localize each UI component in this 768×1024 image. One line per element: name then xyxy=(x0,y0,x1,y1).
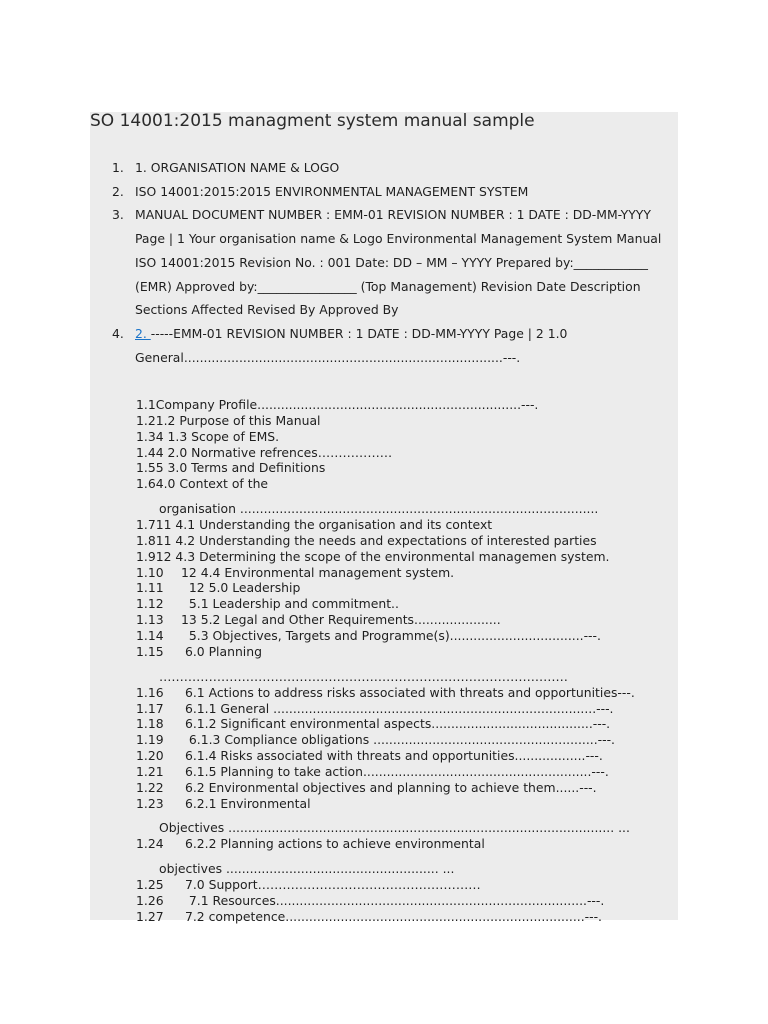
toc-text: 4 2.0 Normative refrences……………… xyxy=(155,444,393,460)
toc-row xyxy=(136,429,676,445)
toc-text: 6.2 Environmental objectives and planning to achieve them......---. xyxy=(181,779,597,795)
toc-number: 1.6 xyxy=(136,476,156,492)
toc-number: 1.20 xyxy=(136,748,164,764)
toc-text: 6.1.2 Significant environmental aspects.........................................---. xyxy=(181,716,611,732)
list-number: 1. xyxy=(112,160,124,175)
toc-text: 7.0 Support……………………………………………… xyxy=(181,877,481,893)
toc-number: 1.18 xyxy=(136,716,164,732)
toc-text: 4.0 Context of the xyxy=(155,476,269,492)
toc-text: 6.1.5 Planning to take action..........................................................---. xyxy=(181,763,609,779)
toc-text: 6.1.3 Compliance obligations .........................................................---. xyxy=(181,732,615,748)
toc-row xyxy=(136,764,676,780)
toc-row xyxy=(136,628,676,644)
toc-row xyxy=(136,893,676,909)
toc-number: 1.9 xyxy=(136,548,156,564)
toc-row xyxy=(136,612,676,628)
toc-number: 1.3 xyxy=(136,428,156,444)
toc-text: 6.0 Planning xyxy=(181,643,262,659)
toc-number: 1.24 xyxy=(136,836,164,852)
toc-text: 7.2 competence............................................................................---. xyxy=(181,908,602,924)
toc-text: 7.1 Resources...............................................................................---. xyxy=(181,893,605,909)
toc-continuation: objectives ...................................................... ... xyxy=(159,861,455,877)
toc-text: 6.1 Actions to address risks associated with threats and opportunities---. xyxy=(181,684,635,700)
toc-number: 1.15 xyxy=(136,643,164,659)
table-of-contents xyxy=(136,397,676,925)
toc-row xyxy=(136,549,676,565)
toc-number: 1.5 xyxy=(136,460,156,476)
list-item-text: 1. ORGANISATION NAME & LOGO xyxy=(135,160,340,175)
toc-row xyxy=(136,701,676,717)
toc-number: 1.19 xyxy=(136,732,164,748)
toc-text: 12 5.0 Leadership xyxy=(181,580,301,596)
toc-text: 1.2 Purpose of this Manual xyxy=(155,412,321,428)
toc-number: 1.22 xyxy=(136,779,164,795)
toc-continuation: ……………………………………………………………………………………… xyxy=(159,668,568,684)
toc-row xyxy=(136,476,676,492)
toc-row xyxy=(136,565,676,581)
list-number: 2. xyxy=(112,183,124,199)
ordered-list xyxy=(112,156,672,369)
toc-text: 12 4.3 Determining the scope of the environmental managemen system. xyxy=(155,548,610,564)
toc-number: 1.21 xyxy=(136,763,164,779)
toc-text: 5.3 Objectives, Targets and Programme(s)..................................---. xyxy=(181,627,601,643)
toc-row xyxy=(136,877,676,893)
toc-number: 1.1 xyxy=(136,397,156,412)
list-item xyxy=(112,180,672,204)
list-item xyxy=(112,203,672,322)
toc-row xyxy=(136,748,676,764)
list-item xyxy=(112,156,672,180)
toc-number: 1.13 xyxy=(136,612,164,628)
toc-text: 11 4.1 Understanding the organisation and its context xyxy=(155,517,493,533)
toc-number: 1.4 xyxy=(136,444,156,460)
toc-text: 6.1.1 General ..................................................................................---. xyxy=(181,700,614,716)
toc-text: 13 5.2 Legal and Other Requirements...................... xyxy=(181,612,501,628)
toc-row xyxy=(136,460,676,476)
toc-text: 6.2.1 Environmental xyxy=(181,795,311,811)
toc-number: 1.10 xyxy=(136,564,164,580)
toc-continuation: Objectives .................................................................................................. ... xyxy=(159,820,630,836)
toc-text: 6.1.4 Risks associated with threats and opportunities..................---. xyxy=(181,748,603,764)
toc-text: 5 3.0 Terms and Definitions xyxy=(155,460,326,476)
toc-number: 1.26 xyxy=(136,893,164,909)
toc-number: 1.12 xyxy=(136,596,164,612)
toc-row xyxy=(136,780,676,796)
list-item-text: MANUAL DOCUMENT NUMBER : EMM-01 REVISION NUMBER : 1 DATE : DD-MM-YYYY Page | 1 Your organisation name & Logo Environmental Management System Manual ISO 14001:2015 Revision No. : 001 Date: DD – MM – YYYY Prepared by:____________ (EMR) Approved by:________________ (Top Management) Revision Date Description Sections Affected Revised By Approved By xyxy=(135,207,662,318)
list-item xyxy=(112,322,672,369)
toc-number: 1.7 xyxy=(136,517,156,533)
toc-row xyxy=(136,644,676,660)
toc-number: 1.2 xyxy=(136,412,156,428)
list-item-text: -----EMM-01 REVISION NUMBER : 1 DATE : DD-MM-YYYY Page | 2 1.0 General.................................................................................---. xyxy=(135,325,568,365)
toc-text: 5.1 Leadership and commitment.. xyxy=(181,596,399,612)
toc-row xyxy=(136,685,676,701)
toc-number: 1.27 xyxy=(136,908,164,924)
toc-row xyxy=(136,909,676,925)
list-number: 3. xyxy=(112,207,124,223)
toc-row xyxy=(136,445,676,461)
toc-number: 1.25 xyxy=(136,877,164,893)
toc-text: 12 4.4 Environmental management system. xyxy=(181,564,455,580)
toc-number: 1.23 xyxy=(136,795,164,811)
toc-text: 4 1.3 Scope of EMS. xyxy=(155,428,280,444)
toc-row xyxy=(136,533,676,549)
toc-row xyxy=(136,517,676,533)
toc-text: 11 4.2 Understanding the needs and expectations of interested parties xyxy=(155,532,597,548)
list-item-text: ISO 14001:2015:2015 ENVIRONMENTAL MANAGEMENT SYSTEM xyxy=(135,183,529,199)
toc-number: 1.14 xyxy=(136,627,164,643)
toc-number: 1.17 xyxy=(136,700,164,716)
list-number: 4. xyxy=(112,325,124,341)
toc-row xyxy=(136,716,676,732)
toc-row xyxy=(136,413,676,429)
toc-number: 1.11 xyxy=(136,580,164,596)
toc-number: 1.16 xyxy=(136,684,164,700)
toc-row xyxy=(136,397,676,413)
toc-text: Company Profile...................................................................---. xyxy=(155,397,539,412)
toc-number: 1.8 xyxy=(136,532,156,548)
toc-row xyxy=(136,836,676,852)
toc-text: 6.2.2 Planning actions to achieve environmental xyxy=(181,836,485,852)
toc-continuation: organisation ........................................................................................... xyxy=(159,501,599,517)
page-title: SO 14001:2015 managment system manual sample xyxy=(90,111,535,131)
toc-row xyxy=(136,580,676,596)
toc-row xyxy=(136,732,676,748)
item-link[interactable]: 2. xyxy=(135,325,151,341)
toc-row xyxy=(136,796,676,812)
toc-row xyxy=(136,596,676,612)
